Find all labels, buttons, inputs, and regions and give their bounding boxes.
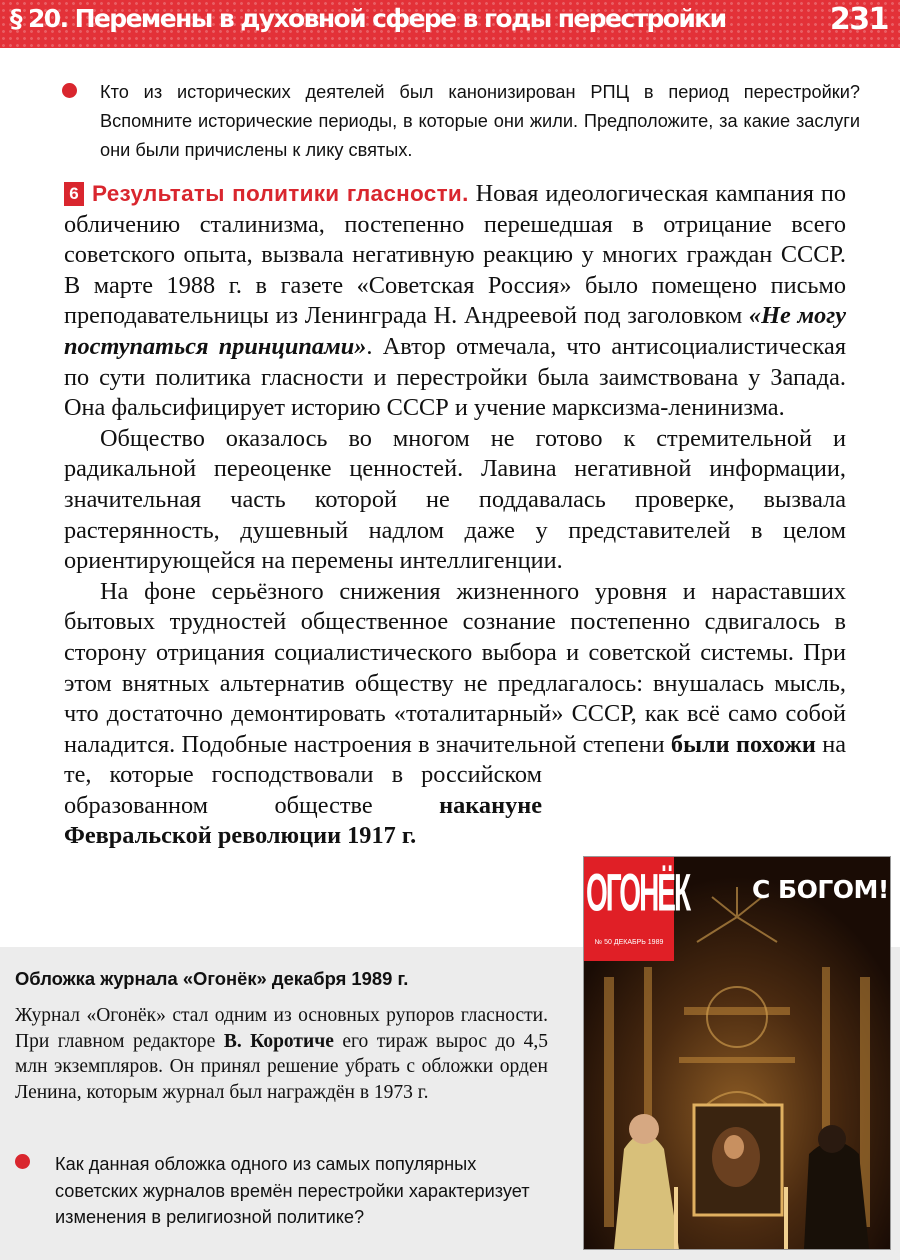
page-number: 231 bbox=[829, 2, 888, 37]
masthead-title: ОГОНЁК bbox=[586, 863, 690, 922]
magazine-masthead bbox=[584, 857, 690, 961]
section-body bbox=[64, 179, 846, 852]
question-text: Кто из исторических деятелей был канонизирован РПЦ в период перестройки? Вспомните исторические периоды, в которые они жили. Предположите, за какие заслуги они были причислены к лику святых. bbox=[100, 82, 860, 160]
cover-headline: С БОГОМ! bbox=[752, 875, 889, 904]
highlight-term: были похожи bbox=[670, 730, 816, 758]
page-header bbox=[0, 0, 900, 48]
ogonek-cover-image bbox=[583, 856, 891, 1250]
highlight-term: накануне Февральской революции 1917 г. bbox=[64, 791, 542, 850]
editor-name: В. Коротиче bbox=[223, 1030, 334, 1052]
letter-title: «Не могу поступаться принципами» bbox=[64, 302, 847, 360]
caption-title: Обложка журнала «Огонёк» декабря 1989 г. bbox=[15, 968, 409, 989]
paragraph-3: На фоне серьёзного снижения жизненного уровня и нараставших бытовых трудностей общественное сознание постепенно сдвигалось в сторону отрицания социалистического выбора и советской системы. При этом внятных альтернатив обществу не предлагалось: внушалась мысль, что достаточно демонтировать «тоталитарный» СССР, как всё само собой наладится. Подобные настроения в значительной степени были похожи на те, которые господствовали в российском образованном обществе накануне Февральской революции 1917 г. bbox=[64, 577, 846, 850]
section-number-badge: 6 bbox=[64, 182, 84, 206]
issue-line: № 50 ДЕКАБРЬ 1989 bbox=[594, 939, 664, 946]
paragraph-1: 6 Результаты политики гласности. Новая идеологическая кампания по обличению сталинизма, постепенно перешедшая в отрицание всего советского опыта, вызвала негативную реакцию у многих граждан СССР. В марте 1988 г. в газете «Советская Россия» было помещено письмо преподавательницы из Ленинграда Н. Андреевой под заголовком «Не могу поступаться принципами». Автор отмечала, что антисоциалистическая по сути политика гласности и перестройки была заимствована у Запада. Она фальсифицирует историю СССР и учение марксизма-ленинизма. bbox=[64, 180, 847, 422]
caption-body: Журнал «Огонёк» стал одним из основных рупоров гласности. При главном редакторе В. Коротиче его тираж вырос до 4,5 млн экземпляров. Он принял решение убрать с обложки орден Ленина, которым журнал был награждён в 1973 г. bbox=[15, 1005, 549, 1103]
chapter-title: § 20. Перемены в духовной сфере в годы перестройки bbox=[10, 4, 726, 33]
question-bullet-icon bbox=[15, 1154, 30, 1169]
paragraph-2: Общество оказалось во многом не готово к стремительной и радикальной переоценке ценностей. Лавина негативной информации, значительная часть которой не поддавалась проверке, вызвала растерянность, душевный надлом даже у представителей в целом ориентирующейся на перемены интеллигенции. bbox=[64, 424, 846, 575]
question-bullet-icon bbox=[62, 83, 77, 98]
section-title: Результаты политики гласности. bbox=[92, 181, 469, 206]
image-spacer bbox=[542, 760, 846, 820]
caption-question: Как данная обложка одного из самых популярных советских журналов времён перестройки характеризует изменения в религиозной политике? bbox=[55, 1154, 530, 1227]
